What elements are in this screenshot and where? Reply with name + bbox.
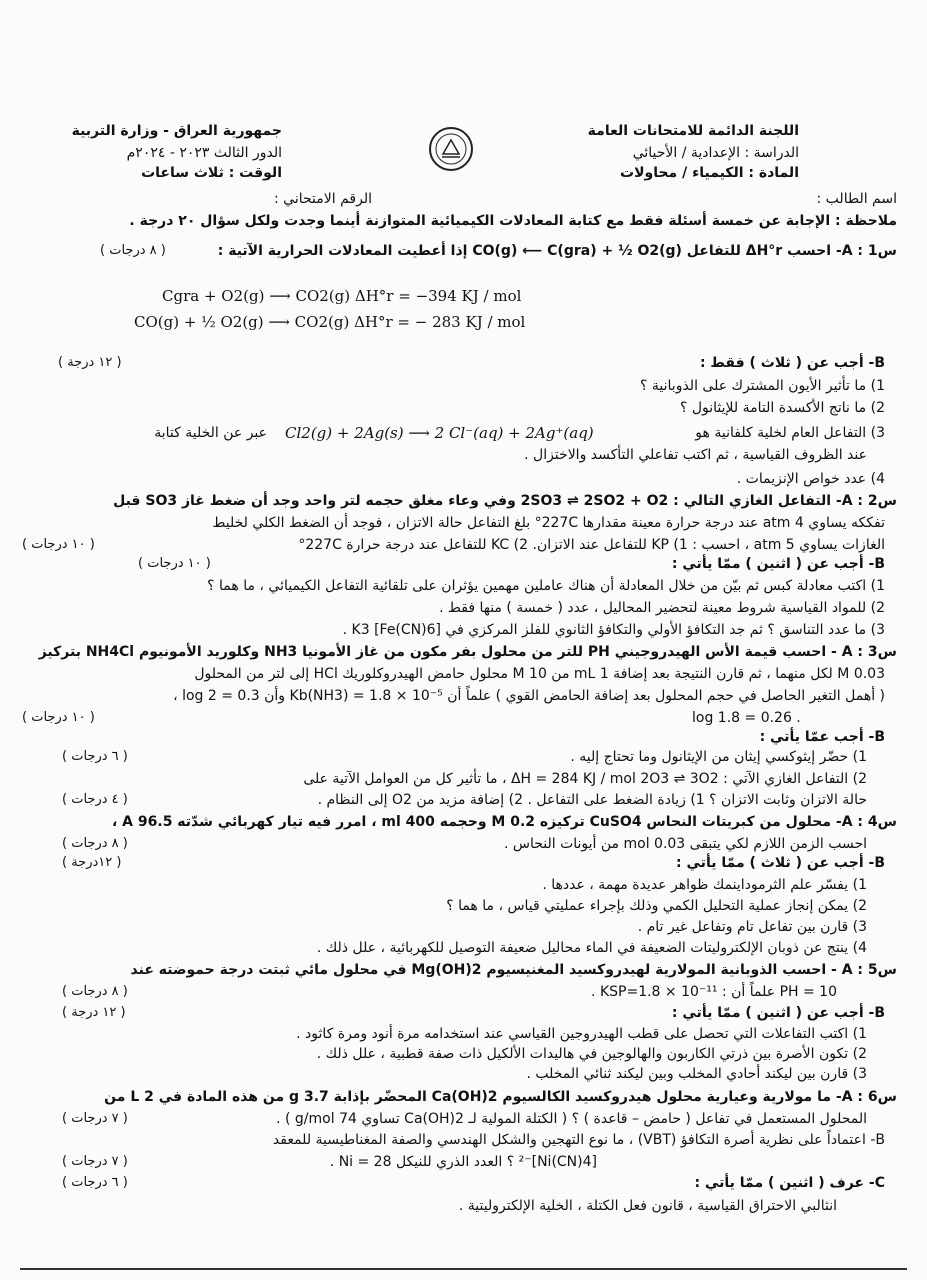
q5-b1: 1) اكتب التفاعلات التي تحصل على قطب الهيدروجين القياسي عند استخدامه مرة أنود ومرة كاثود . — [296, 1026, 867, 1042]
q4-b4: 4) ينتج عن ذوبان الإلكتروليتات الضعيفة في الماء محاليل ضعيفة التوصيل للكهربائية ، علل ذلك . — [316, 940, 867, 956]
q3-b2-marks: ( ٤ درجات ) — [62, 792, 128, 807]
q3-b2-line-2: حالة الاتزان وثابت الاتزان ؟ 1) زيادة الضغط على التفاعل . 2) إضافة مزيد من O2 إلى النظام . — [317, 792, 867, 808]
q1-b3-end: عند الظروف القياسية ، ثم اكتب تفاعلي التأكسد والاختزال . — [524, 447, 867, 463]
q2-b-marks: ( ١٠ درجات ) — [138, 556, 211, 571]
q2-b-title: B- أجب عن ( اثنين ) ممّا يأتي : — [671, 556, 885, 572]
q4-b-marks: ( ١٢درجة ) — [62, 855, 122, 870]
q1-b-title: B- أجب عن ( ثلاث ) فقط : — [699, 355, 885, 371]
page-bottom-divider — [20, 1268, 907, 1270]
q6-a-line-2: المحلول المستعمل في تفاعل ( حامض – قاعدة ) ؟ ( الكتلة المولية لـ Ca(OH)2 تساوي 74 g/mol ) . — [276, 1111, 867, 1127]
student-name-label: اسم الطالب : — [816, 191, 897, 207]
republic-title: جمهورية العراق - وزارة التربية — [71, 123, 282, 139]
q2-a-line-1: س2 : A- التفاعل الغازي التالي : 2SO3 ⇌ 2SO2 + O2 وفي وعاء مغلق حجمه لتر واحد وجد أن ضغط غاز SO3 قبل — [113, 493, 897, 509]
q1-equation-2: CO(g) + ½ O2(g) ⟶ CO2(g) ΔH°r = − 283 KJ / mol — [134, 313, 526, 331]
ministry-logo-icon — [428, 126, 474, 172]
q1-b3-middle: عبر عن الخلية كتابة — [154, 425, 267, 441]
q5-b3: 3) قارن بين ليكند أحادي المخلب وبين ليكند ثنائي المخلب . — [526, 1066, 867, 1082]
exam-number-label: الرقم الامتحاني : — [274, 191, 372, 207]
q1-b3-start: 3) التفاعل العام لخلية كلفانية هو — [695, 425, 885, 441]
q4-b3: 3) قارن بين تفاعل تام وتفاعل غير تام . — [637, 919, 867, 935]
subject-line: المادة : الكيمياء / محاولات — [620, 165, 799, 181]
q4-a-line-2: احسب الزمن اللازم لكي يتبقى 0.03 mol من أيونات النحاس . — [503, 836, 867, 852]
q3-b-title: B- أجب عمّا يأتي : — [759, 729, 885, 745]
study-branch: الدراسة : الإعدادية / الأحيائي — [632, 145, 799, 161]
q1-equation-1: Cgra + O2(g) ⟶ CO2(g) ΔH°r = −394 KJ / mol — [162, 287, 522, 305]
exam-note: ملاحظة : الإجابة عن خمسة أسئلة فقط مع كتابة المعادلات الكيميائية المتوازنة أينما وجدت ولكل سؤال ٢٠ درجة . — [129, 213, 897, 229]
q3-a-line-3: ( أهمل التغير الحاصل في حجم المحلول بعد إضافة الحامض القوي ) علماً أن Kb(NH3) = 1.8 × 10⁻⁵ وأن log 2 = 0.3 ، — [173, 688, 885, 704]
q3-a-marks: ( ١٠ درجات ) — [22, 710, 95, 725]
q3-b1-marks: ( ٦ درجات ) — [62, 749, 128, 764]
q4-b-title: B- أجب عن ( ثلاث ) ممّا يأتي : — [676, 855, 885, 871]
q6-b-line-2: [Ni(CN)4]⁻² ؟ العدد الذري للنيكل Ni = 28 . — [329, 1154, 597, 1170]
q4-a-line-1: س4 : A- محلول من كبريتات النحاس CuSO4 تركيزه 0.2 M وحجمه 400 ml ، امرر فيه تيار كهربائي شدّته 96.5 A ، — [111, 814, 897, 830]
q6-c-title: C- عرف ( اثنين ) ممّا يأتي : — [694, 1175, 885, 1191]
q2-b1: 1) اكتب معادلة كبس ثم بيّن من خلال المعادلة أن هناك عاملين مهمين يؤثران على تلقائية التفاعل الكيميائي ، ما هما ؟ — [207, 578, 885, 594]
q6-c-items: انثالبي الاحتراق القياسية ، قانون فعل الكتلة ، الخلية الإلكتروليتية . — [458, 1198, 837, 1214]
q3-b2-line-1: 2) التفاعل الغازي الآتي : ΔH = 284 KJ / mol 2O3 ⇌ 3O2 ، ما تأثير كل من العوامل الآتية على — [303, 771, 867, 787]
q2-b2: 2) للمواد القياسية شروط معينة لتحضير المحاليل ، عدد ( خمسة ) منها فقط . — [439, 600, 885, 616]
q3-a-line-4: log 1.8 = 0.26 . — [692, 710, 801, 726]
q5-b-marks: ( ١٢ درجة ) — [62, 1005, 126, 1020]
q5-a-line-2: PH = 10 علماً أن : KSP=1.8 × 10⁻¹¹ . — [591, 984, 837, 1000]
exam-time: الوقت : ثلاث ساعات — [141, 165, 282, 181]
q3-a-line-2: 0.03 M لكل منهما ، ثم قارن النتيجة بعد إضافة 1 mL من 10 M محلول حامض الهيدروكلوريك HCl إلى لتر من المحلول — [194, 666, 885, 682]
q1-a-marks: ( ٨ درجات ) — [100, 243, 166, 258]
q1-b3-equation: Cl2(g) + 2Ag(s) ⟶ 2 Cl⁻(aq) + 2Ag⁺(aq) — [285, 424, 594, 442]
q6-b-line-1: B- اعتماداً على نظرية أصرة التكافؤ (VBT) ، ما نوع التهجين والشكل الهندسي والصفة المغناطيسية للمعقد — [272, 1132, 885, 1148]
q1-b4: 4) عدد خواص الإنزيمات . — [736, 471, 885, 487]
q5-a-line-1: س5 : A - احسب الذوبانية المولارية لهيدروكسيد المغنيسيوم Mg(OH)2 في محلول مائي ثبتت درجة حموضته عند — [130, 962, 897, 978]
exam-round: الدور الثالث ٢٠٢٣ - ٢٠٢٤م — [126, 145, 282, 161]
q3-a-line-1: س3 : A - احسب قيمة الأس الهيدروجيني PH للتر من محلول بفر مكون من غاز الأمونيا NH3 وكلوريد الأمونيوم NH4Cl بتركيز — [38, 644, 897, 660]
q4-b1: 1) يفسّر علم الثرموداينمك ظواهر عديدة مهمة ، عددها . — [542, 877, 867, 893]
q1-b1: 1) ما تأثير الأيون المشترك على الذوبانية ؟ — [640, 378, 885, 394]
q4-b2: 2) يمكن إنجاز عملية التحليل الكمي وذلك بإجراء عمليتي قياس ، ما هما ؟ — [446, 898, 867, 914]
q2-a-line-3: الغازات يساوي 5 atm ، احسب : 1) KP للتفاعل عند الاتزان. 2) KC للتفاعل عند درجة حرارة 227C° — [298, 537, 885, 553]
q5-a-marks: ( ٨ درجات ) — [62, 984, 128, 999]
q5-b-title: B- أجب عن ( اثنين ) ممّا يأتي : — [671, 1005, 885, 1021]
q6-b-marks: ( ٧ درجات ) — [62, 1154, 128, 1169]
q2-b3: 3) ما عدد التناسق ؟ ثم جد التكافؤ الأولي والتكافؤ الثانوي للفلز المركزي في K3 [Fe(CN)6] . — [342, 622, 885, 638]
q4-a-marks: ( ٨ درجات ) — [62, 836, 128, 851]
q3-b1: 1) حضّر إيثوكسي إيثان من الإيثانول وما تحتاج إليه . — [570, 749, 867, 765]
q5-b2: 2) تكون الأصرة بين ذرتي الكاربون والهالوجين في هاليدات الألكيل ذات صفة قطبية ، علل ذلك . — [316, 1046, 867, 1062]
q1-a-text: س1 : A- احسب ΔH°r للتفاعل CO(g) ⟵ C(gra) + ½ O2(g) إذا أعطيت المعادلات الحرارية الآتية : — [217, 243, 897, 259]
q1-b2: 2) ما ناتج الأكسدة التامة للإيثانول ؟ — [679, 400, 885, 416]
q2-a-line-2: تفككه يساوي 4 atm عند درجة حرارة معينة مقدارها 227C° بلغ التفاعل حالة الاتزان ، فوجد أن الضغط الكلي لخليط — [212, 515, 885, 531]
q6-a-marks: ( ٧ درجات ) — [62, 1111, 128, 1126]
q6-c-marks: ( ٦ درجات ) — [62, 1175, 128, 1190]
committee-title: اللجنة الدائمة للامتحانات العامة — [587, 123, 799, 139]
q1-b-marks: ( ١٢ درجة ) — [58, 355, 122, 370]
q2-a-marks: ( ١٠ درجات ) — [22, 537, 95, 552]
q6-a-line-1: س6 : A- ما مولارية وعيارية محلول هيدروكسيد الكالسيوم Ca(OH)2 المحضّر بإذابة 3.7 g من هذه المادة في 2 L من — [104, 1089, 897, 1105]
